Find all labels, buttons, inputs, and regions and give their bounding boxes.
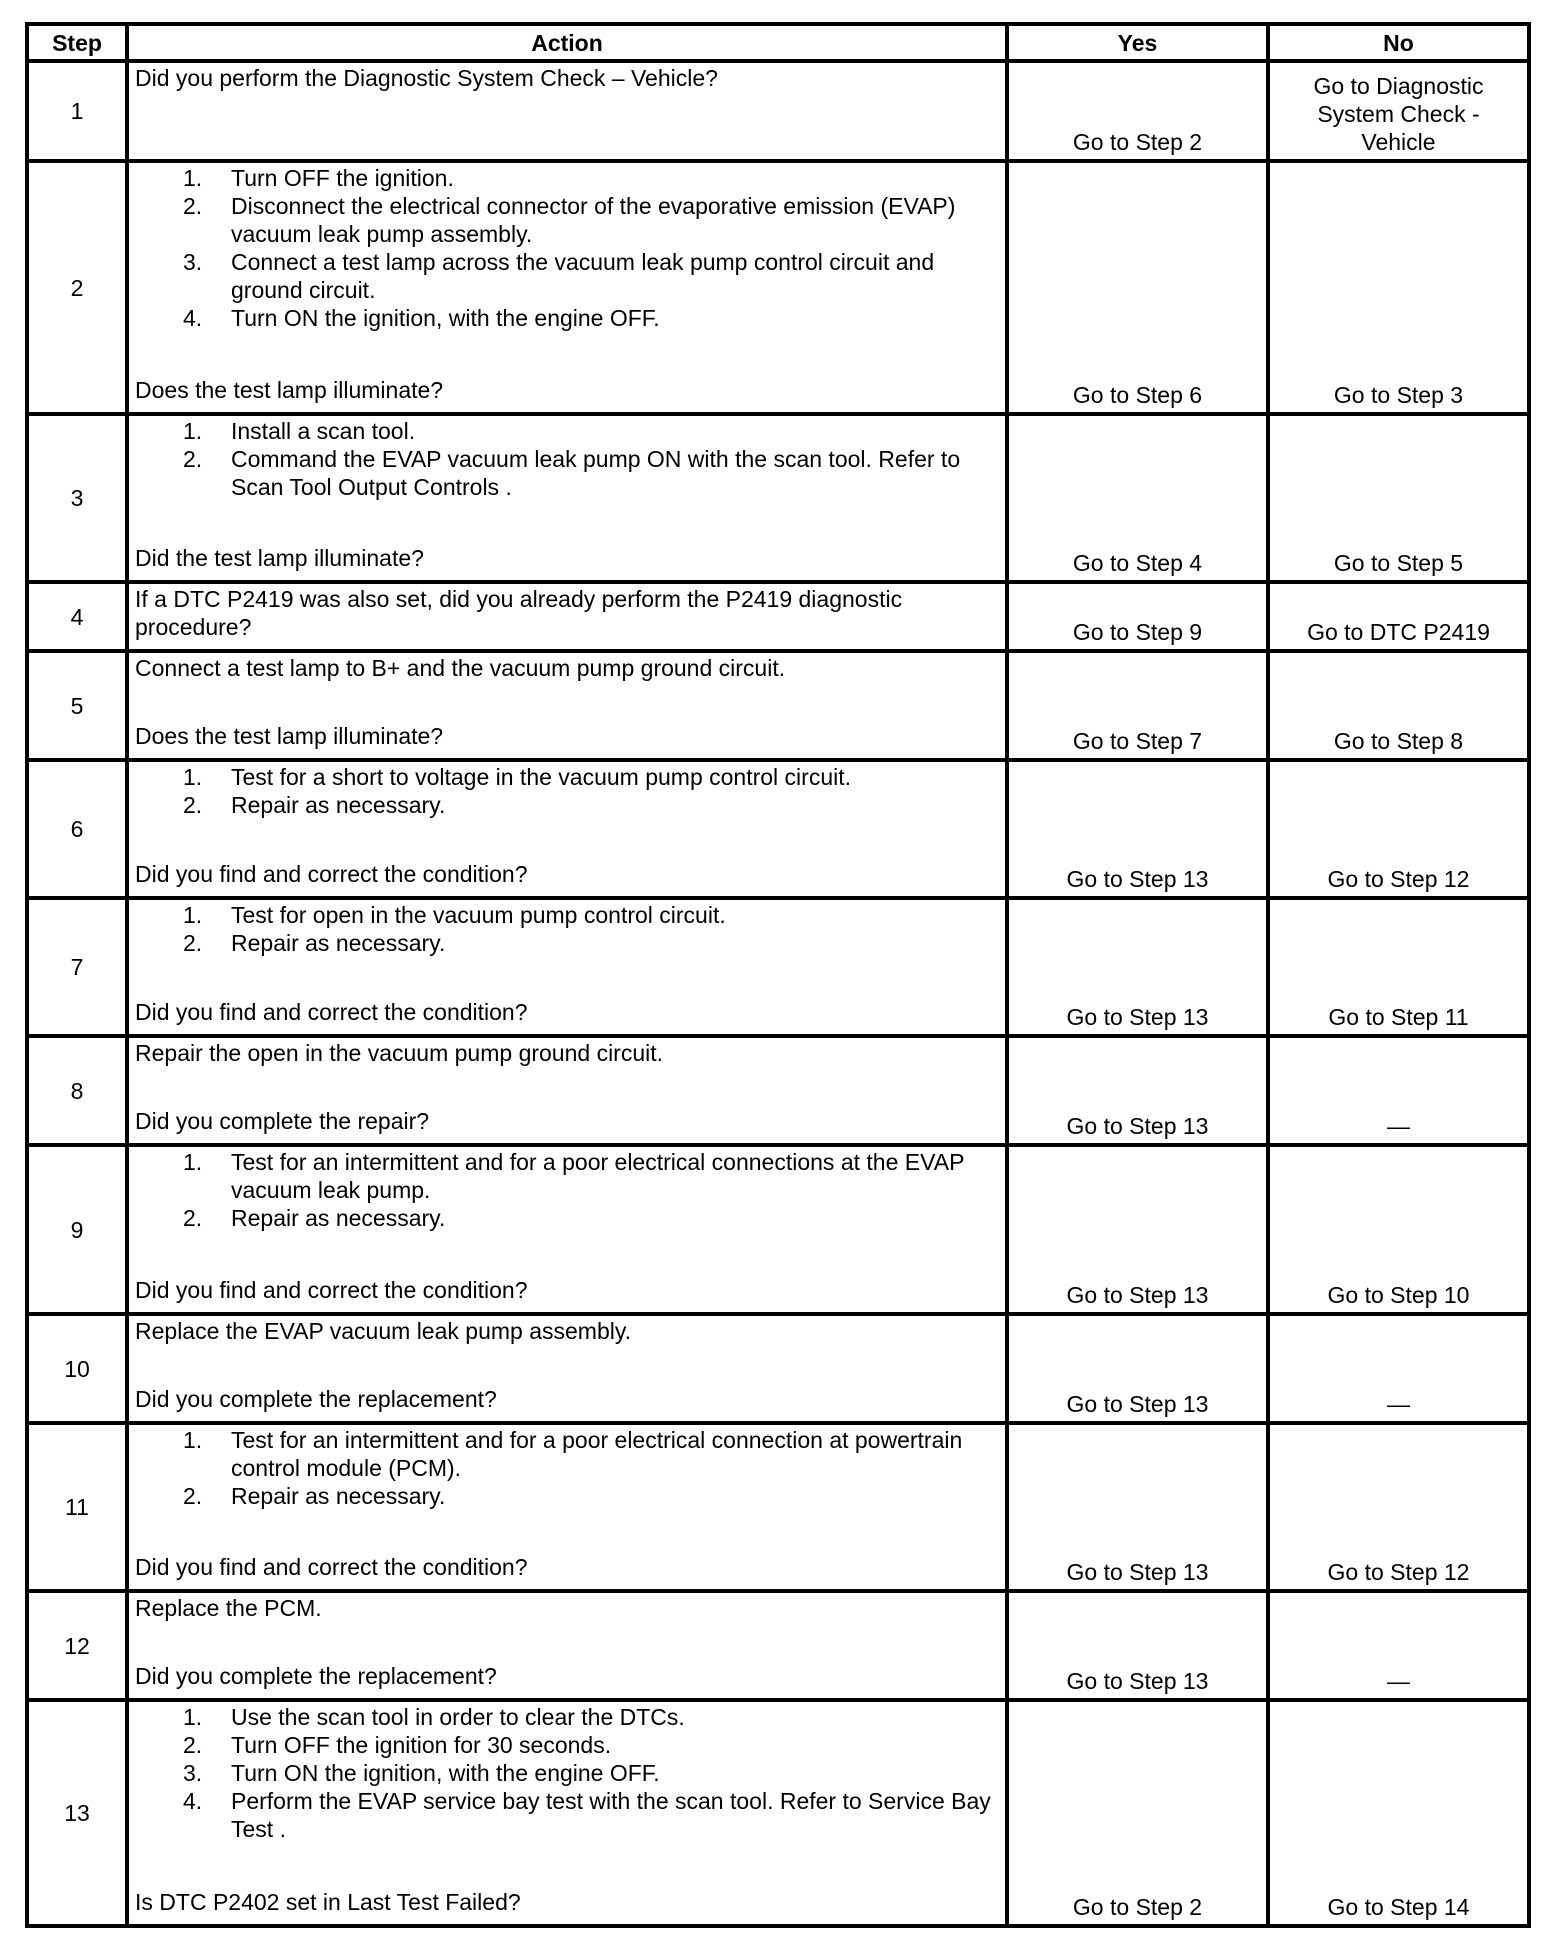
action-content <box>129 653 1005 754</box>
list-item-number: 2. <box>183 193 203 219</box>
table-row <box>27 161 1529 414</box>
no-result <box>1268 414 1529 582</box>
no-result <box>1268 651 1529 760</box>
action-text: Replace the PCM. <box>135 1595 322 1621</box>
yes-result <box>1007 414 1268 582</box>
list-item <box>133 1703 1001 1731</box>
list-item-text: Repair as necessary. <box>231 792 446 818</box>
action-steps-list <box>133 1703 1001 1843</box>
table-body <box>27 61 1529 1926</box>
action-question: Is DTC P2402 set in Last Test Failed? <box>135 1889 521 1915</box>
no-result-text: Go to Diagnostic System Check - Vehicle <box>1313 73 1484 155</box>
list-item-text: Repair as necessary. <box>231 930 446 956</box>
step-number: 7 <box>27 898 127 1036</box>
list-item-text: Command the EVAP vacuum leak pump ON with the scan tool. Refer to Scan Tool Output Controls . <box>231 446 961 500</box>
yes-result <box>1007 1145 1268 1314</box>
no-result <box>1268 898 1529 1036</box>
action-cell <box>127 651 1007 760</box>
action-body <box>133 417 1001 501</box>
table-row <box>27 582 1529 651</box>
list-item <box>133 901 1001 929</box>
yes-result-text: Go to Step 9 <box>1072 619 1203 645</box>
list-item-number: 1. <box>183 1427 203 1453</box>
table-row <box>27 1036 1529 1145</box>
no-result <box>1268 61 1529 161</box>
yes-result-text: Go to Step 7 <box>1072 728 1203 754</box>
action-content <box>129 762 1005 892</box>
list-item-text: Test for a short to voltage in the vacuum pump control circuit. <box>231 764 852 790</box>
header-no: No <box>1268 24 1529 61</box>
action-question: Did you find and correct the condition? <box>135 999 528 1025</box>
yes-result-text: Go to Step 6 <box>1072 382 1203 408</box>
action-cell <box>127 161 1007 414</box>
yes-result <box>1007 1591 1268 1700</box>
table-row <box>27 61 1529 161</box>
list-item <box>133 929 1001 957</box>
list-item <box>133 417 1001 445</box>
list-item-text: Connect a test lamp across the vacuum leak pump control circuit and ground circuit. <box>231 249 935 303</box>
action-content <box>129 1593 1005 1694</box>
table-row <box>27 1700 1529 1926</box>
no-result-text: Go to Step 11 <box>1328 1004 1469 1030</box>
list-item-number: 2. <box>183 930 203 956</box>
no-result-text: Go to Step 5 <box>1333 550 1464 576</box>
action-steps-list <box>133 763 1001 819</box>
step-number: 3 <box>27 414 127 582</box>
action-content <box>129 416 1005 576</box>
list-item-number: 1. <box>183 764 203 790</box>
action-body <box>133 585 1001 641</box>
table-row <box>27 1314 1529 1423</box>
list-item-number: 2. <box>183 1483 203 1509</box>
step-number: 13 <box>27 1700 127 1926</box>
table-row <box>27 1145 1529 1314</box>
action-question: Does the test lamp illuminate? <box>135 377 444 403</box>
action-body <box>133 1317 1001 1345</box>
no-result <box>1268 161 1529 414</box>
action-cell <box>127 1423 1007 1591</box>
list-item-text: Test for an intermittent and for a poor electrical connection at powertrain control module (PCM). <box>231 1427 963 1481</box>
list-item <box>133 1759 1001 1787</box>
action-question: Does the test lamp illuminate? <box>135 723 444 749</box>
action-body <box>133 1148 1001 1232</box>
list-item <box>133 1426 1001 1482</box>
no-result-text: Go to Step 8 <box>1333 728 1464 754</box>
action-content <box>129 63 1005 155</box>
list-item-number: 3. <box>183 1760 203 1786</box>
action-content <box>129 1425 1005 1585</box>
list-item-number: 1. <box>183 1149 203 1175</box>
no-result-text: Go to Step 10 <box>1327 1282 1470 1308</box>
list-item <box>133 1731 1001 1759</box>
list-item-text: Repair as necessary. <box>231 1205 446 1231</box>
yes-result-text: Go to Step 4 <box>1072 550 1203 576</box>
no-result-text: — <box>1387 1668 1410 1694</box>
no-result <box>1268 1145 1529 1314</box>
table-row <box>27 414 1529 582</box>
list-item-number: 1. <box>183 902 203 928</box>
table-row <box>27 1423 1529 1591</box>
list-item-number: 3. <box>183 249 203 275</box>
action-body <box>133 654 1001 682</box>
list-item-text: Install a scan tool. <box>231 418 416 444</box>
list-item-text: Repair as necessary. <box>231 1483 446 1509</box>
action-cell <box>127 61 1007 161</box>
action-body <box>133 763 1001 819</box>
no-result-text: — <box>1387 1391 1410 1417</box>
step-number: 9 <box>27 1145 127 1314</box>
no-result <box>1268 582 1529 651</box>
step-number: 5 <box>27 651 127 760</box>
action-steps-list <box>133 164 1001 332</box>
action-cell <box>127 1145 1007 1314</box>
action-steps-list <box>133 417 1001 501</box>
yes-result <box>1007 582 1268 651</box>
header-step: Step <box>27 24 127 61</box>
list-item-number: 1. <box>183 165 203 191</box>
list-item-text: Test for open in the vacuum pump control circuit. <box>231 902 726 928</box>
yes-result <box>1007 61 1268 161</box>
list-item <box>133 1204 1001 1232</box>
yes-result <box>1007 651 1268 760</box>
action-content <box>129 1147 1005 1308</box>
action-body <box>133 1594 1001 1622</box>
action-content <box>129 900 1005 1030</box>
no-result <box>1268 760 1529 898</box>
table-row <box>27 1591 1529 1700</box>
list-item-number: 4. <box>183 1788 203 1814</box>
action-steps-list <box>133 901 1001 957</box>
action-body <box>133 164 1001 332</box>
action-question: Did the test lamp illuminate? <box>135 545 424 571</box>
action-text: Connect a test lamp to B+ and the vacuum pump ground circuit. <box>135 655 786 681</box>
action-steps-list <box>133 1148 1001 1232</box>
list-item-text: Turn ON the ignition, with the engine OFF. <box>231 305 660 331</box>
action-question: Did you find and correct the condition? <box>135 861 528 887</box>
list-item-number: 1. <box>183 418 203 444</box>
list-item-text: Turn ON the ignition, with the engine OFF. <box>231 1760 660 1786</box>
yes-result <box>1007 161 1268 414</box>
diagnostic-table <box>25 22 1531 1928</box>
action-cell <box>127 760 1007 898</box>
list-item-text: Turn OFF the ignition. <box>231 165 454 191</box>
no-result <box>1268 1036 1529 1145</box>
action-body <box>133 1039 1001 1067</box>
table-row <box>27 760 1529 898</box>
no-result <box>1268 1700 1529 1926</box>
list-item-number: 1. <box>183 1704 203 1730</box>
list-item <box>133 1148 1001 1204</box>
yes-result-text: Go to Step 13 <box>1066 1004 1209 1030</box>
header-yes: Yes <box>1007 24 1268 61</box>
list-item-number: 2. <box>183 792 203 818</box>
action-text: Repair the open in the vacuum pump ground circuit. <box>135 1040 664 1066</box>
yes-result <box>1007 1036 1268 1145</box>
action-question: Did you complete the replacement? <box>135 1386 497 1412</box>
action-body <box>133 901 1001 957</box>
no-result <box>1268 1314 1529 1423</box>
yes-result-text: Go to Step 13 <box>1066 1113 1209 1139</box>
action-question: Did you find and correct the condition? <box>135 1277 528 1303</box>
action-cell <box>127 414 1007 582</box>
list-item-number: 4. <box>183 305 203 331</box>
action-question: Did you complete the repair? <box>135 1108 430 1134</box>
yes-result-text: Go to Step 13 <box>1066 1282 1209 1308</box>
action-cell <box>127 582 1007 651</box>
list-item-number: 2. <box>183 1205 203 1231</box>
action-body <box>133 1426 1001 1510</box>
step-number: 1 <box>27 61 127 161</box>
action-text: Did you perform the Diagnostic System Check – Vehicle? <box>135 65 718 91</box>
list-item-number: 2. <box>183 446 203 472</box>
header-row <box>27 24 1529 61</box>
action-body <box>133 1703 1001 1843</box>
list-item-text: Turn OFF the ignition for 30 seconds. <box>231 1732 612 1758</box>
yes-result <box>1007 1314 1268 1423</box>
no-result-text: Go to DTC P2419 <box>1307 619 1490 645</box>
list-item <box>133 1787 1001 1843</box>
yes-result-text: Go to Step 13 <box>1066 1391 1209 1417</box>
list-item <box>133 791 1001 819</box>
action-content <box>129 1038 1005 1139</box>
step-number: 12 <box>27 1591 127 1700</box>
list-item <box>133 1482 1001 1510</box>
list-item <box>133 304 1001 332</box>
list-item-text: Use the scan tool in order to clear the DTCs. <box>231 1704 685 1730</box>
no-result-text: Go to Step 12 <box>1327 1559 1470 1585</box>
yes-result-text: Go to Step 2 <box>1072 1894 1203 1920</box>
step-number: 2 <box>27 161 127 414</box>
step-number: 8 <box>27 1036 127 1145</box>
action-cell <box>127 1700 1007 1926</box>
yes-result <box>1007 1423 1268 1591</box>
action-text: Replace the EVAP vacuum leak pump assembly. <box>135 1318 632 1344</box>
yes-result-text: Go to Step 13 <box>1066 1668 1209 1694</box>
action-question: Did you find and correct the condition? <box>135 1554 528 1580</box>
action-content <box>129 163 1005 408</box>
list-item <box>133 192 1001 248</box>
yes-result-text: Go to Step 13 <box>1066 866 1209 892</box>
action-cell <box>127 1591 1007 1700</box>
no-result <box>1268 1423 1529 1591</box>
no-result-text: — <box>1387 1113 1410 1139</box>
list-item-number: 2. <box>183 1732 203 1758</box>
no-result-text: Go to Step 3 <box>1333 382 1464 408</box>
yes-result <box>1007 898 1268 1036</box>
header-action: Action <box>127 24 1007 61</box>
list-item <box>133 763 1001 791</box>
yes-result-text: Go to Step 13 <box>1066 1559 1209 1585</box>
action-cell <box>127 1036 1007 1145</box>
yes-result-text: Go to Step 2 <box>1072 129 1203 155</box>
yes-result <box>1007 760 1268 898</box>
action-content <box>129 1316 1005 1417</box>
action-content <box>129 1702 1005 1920</box>
list-item <box>133 248 1001 304</box>
list-item <box>133 164 1001 192</box>
table-row <box>27 651 1529 760</box>
no-result-text: Go to Step 14 <box>1327 1894 1470 1920</box>
step-number: 10 <box>27 1314 127 1423</box>
table-row <box>27 898 1529 1036</box>
step-number: 4 <box>27 582 127 651</box>
action-cell <box>127 898 1007 1036</box>
step-number: 6 <box>27 760 127 898</box>
action-steps-list <box>133 1426 1001 1510</box>
no-result-text: Go to Step 12 <box>1327 866 1470 892</box>
yes-result <box>1007 1700 1268 1926</box>
list-item-text: Test for an intermittent and for a poor electrical connections at the EVAP vacuum leak pump. <box>231 1149 964 1203</box>
step-number: 11 <box>27 1423 127 1591</box>
action-content <box>129 584 1005 645</box>
list-item-text: Disconnect the electrical connector of the evaporative emission (EVAP) vacuum leak pump assembly. <box>231 193 956 247</box>
no-result <box>1268 1591 1529 1700</box>
list-item-text: Perform the EVAP service bay test with the scan tool. Refer to Service Bay Test . <box>231 1788 991 1842</box>
action-question: Did you complete the replacement? <box>135 1663 497 1689</box>
list-item <box>133 445 1001 501</box>
action-text: If a DTC P2419 was also set, did you already perform the P2419 diagnostic procedure? <box>135 586 903 640</box>
action-body <box>133 64 1001 92</box>
action-cell <box>127 1314 1007 1423</box>
